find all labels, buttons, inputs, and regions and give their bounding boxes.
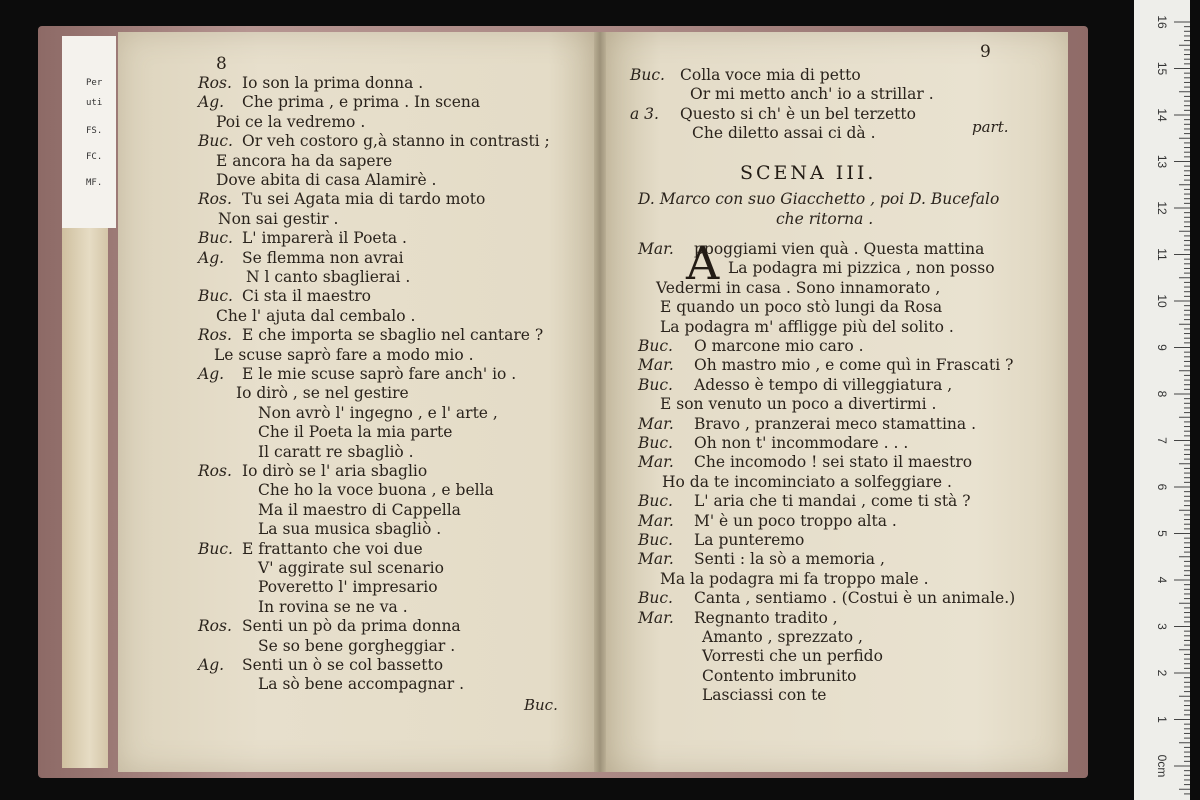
verse-text: Poi ce la vedremo . bbox=[216, 112, 366, 131]
verse-text: Che il Poeta la mia parte bbox=[258, 423, 453, 442]
verse-line bbox=[216, 152, 392, 171]
ruler-label: 10 bbox=[1155, 294, 1169, 308]
speaker-label: Ros. bbox=[198, 462, 232, 480]
verse-text: Che incomodo ! sei stato il maestro bbox=[694, 453, 973, 472]
verse-text: Contento imbrunito bbox=[702, 666, 857, 685]
page-number-left: 8 bbox=[216, 54, 227, 74]
verse-line bbox=[216, 307, 415, 326]
verse-text: La podagra mi pizzica , non posso bbox=[728, 259, 995, 278]
verse-line bbox=[236, 384, 409, 403]
speaker-label: Mar. bbox=[638, 240, 674, 258]
verse-text: Io son la prima donna . bbox=[242, 74, 424, 92]
verse-line bbox=[198, 74, 423, 93]
verse-line bbox=[198, 93, 480, 112]
verse-text: Colla voce mia di petto bbox=[680, 66, 861, 84]
speaker-label: Buc. bbox=[198, 229, 233, 248]
verse-text: Vorresti che un perfido bbox=[702, 647, 883, 666]
verse-line bbox=[638, 550, 885, 569]
verse-line bbox=[246, 268, 410, 287]
verse-line bbox=[198, 249, 404, 268]
scene-title: SCENA III. bbox=[740, 162, 877, 184]
verse-text: Ho da te incominciato a solfeggiare . bbox=[662, 472, 952, 491]
ruler-label: 5 bbox=[1155, 530, 1169, 537]
ruler-label: 6 bbox=[1155, 483, 1169, 491]
verse-line bbox=[638, 492, 971, 511]
speaker-label: Mar. bbox=[638, 356, 674, 375]
catchword: Buc. bbox=[524, 696, 558, 714]
verse-line bbox=[660, 298, 942, 317]
speaker-label: Ros. bbox=[198, 617, 232, 636]
verse-text: V' aggirate sul scenario bbox=[258, 559, 444, 577]
verse-text: Oh mastro mio , e come quì in Frascati ? bbox=[694, 356, 1014, 375]
verse-text: Che l' ajuta dal cembalo . bbox=[216, 306, 416, 325]
speaker-label: Buc. bbox=[198, 539, 233, 558]
verse-text: Non avrò l' ingegno , e l' arte , bbox=[258, 403, 498, 422]
verse-line bbox=[258, 578, 438, 597]
verse-line bbox=[638, 512, 897, 531]
speaker-label: Mar. bbox=[638, 550, 674, 569]
verse-text: Oh non t' incommodare . . . bbox=[694, 434, 909, 452]
verse-text: Or mi metto anch' io a strillar . bbox=[690, 85, 934, 104]
verse-text: Amanto , sprezzato , bbox=[702, 628, 863, 646]
ruler-label: 0cm bbox=[1155, 754, 1169, 778]
scene-description-line: D. Marco con suo Giacchetto , poi D. Bucefalo bbox=[638, 190, 1000, 208]
verse-line bbox=[660, 318, 954, 337]
verse-text: Che diletto assai ci dà . bbox=[692, 124, 876, 143]
verse-text: La sò bene accompagnar . bbox=[258, 675, 465, 694]
verse-text: Lasciassi con te bbox=[702, 686, 827, 705]
verse-text: Regnanto tradito , bbox=[694, 608, 838, 627]
verse-line bbox=[702, 647, 883, 666]
speaker-label: Buc. bbox=[638, 375, 673, 394]
verse-line bbox=[198, 365, 516, 384]
verse-text: E ancora ha da sapere bbox=[216, 151, 393, 170]
verse-line bbox=[728, 259, 995, 278]
verse-text: Io dirò , se nel gestire bbox=[236, 384, 409, 403]
verse-line bbox=[630, 66, 861, 85]
ruler-scale bbox=[1134, 0, 1190, 800]
verse-text: E le mie scuse saprò fare anch' io . bbox=[242, 365, 517, 383]
verse-text: Senti un pò da prima donna bbox=[242, 617, 461, 636]
verse-text: M' è un poco troppo alta . bbox=[694, 511, 897, 530]
ruler-label: 9 bbox=[1155, 344, 1169, 351]
verse-line bbox=[216, 113, 365, 132]
book-gutter bbox=[594, 32, 606, 772]
measuring-ruler bbox=[1134, 0, 1190, 800]
verse-text: Or veh costoro g,à stanno in contrasti ; bbox=[242, 132, 550, 151]
verse-text: E son venuto un poco a divertirmi . bbox=[660, 395, 937, 414]
slip-line: FC. bbox=[86, 152, 103, 162]
verse-line bbox=[198, 190, 485, 209]
verse-line bbox=[258, 598, 408, 617]
verse-text: La podagra m' affligge più del solito . bbox=[660, 317, 954, 336]
verse-text: E quando un poco stò lungi da Rosa bbox=[660, 298, 943, 317]
slip-line: FS. bbox=[86, 126, 103, 136]
slip-line: Per bbox=[86, 78, 103, 88]
verse-line bbox=[638, 531, 804, 550]
verse-text: Senti : la sò a memoria , bbox=[694, 550, 885, 569]
verse-line bbox=[258, 637, 455, 656]
speaker-label: Buc. bbox=[630, 66, 665, 84]
verse-line bbox=[214, 346, 474, 365]
speaker-label: a 3. bbox=[630, 104, 659, 123]
speaker-label: Ros. bbox=[198, 190, 232, 209]
ruler-label: 8 bbox=[1155, 390, 1169, 398]
speaker-label: Ag. bbox=[198, 365, 225, 383]
ruler-label: 7 bbox=[1155, 437, 1169, 444]
verse-text: Vedermi in casa . Sono innamorato , bbox=[656, 278, 941, 297]
speaker-label: Mar. bbox=[638, 414, 674, 433]
verse-line bbox=[702, 686, 826, 705]
verse-line bbox=[198, 617, 461, 636]
verse-text: Io dirò se l' aria sbaglio bbox=[242, 462, 428, 480]
scene-description-line: che ritorna . bbox=[776, 210, 874, 228]
verse-line bbox=[638, 415, 976, 434]
verse-text: La sua musica sbagliò . bbox=[258, 520, 442, 539]
verse-line bbox=[638, 356, 1013, 375]
verse-line bbox=[258, 404, 498, 423]
speaker-label: Ag. bbox=[198, 248, 225, 267]
verse-line bbox=[198, 462, 427, 481]
page-number-right: 9 bbox=[980, 42, 991, 62]
verse-line bbox=[258, 501, 461, 520]
speaker-label: Buc. bbox=[638, 337, 673, 355]
verse-line bbox=[638, 609, 838, 628]
speaker-label: Buc. bbox=[198, 132, 233, 151]
verse-text: O marcone mio caro . bbox=[694, 337, 864, 355]
verse-text: Che prima , e prima . In scena bbox=[242, 93, 481, 112]
verse-line bbox=[198, 326, 543, 345]
verse-line bbox=[630, 105, 916, 124]
verse-text: Ci sta il maestro bbox=[242, 287, 371, 306]
ruler-label: 14 bbox=[1155, 108, 1169, 122]
verse-text: Tu sei Agata mia di tardo moto bbox=[242, 190, 486, 209]
ruler-label: 1 bbox=[1155, 716, 1169, 723]
verse-text: In rovina se ne va . bbox=[258, 597, 408, 616]
slip-line: MF. bbox=[86, 178, 103, 188]
verse-line bbox=[216, 171, 436, 190]
verse-line bbox=[638, 589, 1015, 608]
verse-text: Senti un ò se col bassetto bbox=[242, 656, 444, 674]
verse-text: L' aria che ti mandai , come ti stà ? bbox=[694, 492, 971, 511]
verse-text: Dove abita di casa Alamirè . bbox=[216, 171, 437, 189]
verse-text: N l canto sbaglierai . bbox=[246, 268, 411, 286]
ruler-label: 4 bbox=[1155, 576, 1169, 584]
verse-text: Non sai gestir . bbox=[218, 209, 339, 228]
verse-line bbox=[662, 473, 952, 492]
verse-line bbox=[690, 85, 934, 104]
speaker-label: Buc. bbox=[638, 531, 673, 549]
verse-text: L' imparerà il Poeta . bbox=[242, 229, 407, 248]
verse-text: ppoggiami vien quà . Questa mattina bbox=[694, 240, 985, 258]
verse-line bbox=[218, 210, 338, 229]
ruler-label: 11 bbox=[1155, 248, 1169, 261]
speaker-label: Ros. bbox=[198, 74, 232, 92]
speaker-label: Mar. bbox=[638, 453, 674, 472]
speaker-label: Buc. bbox=[638, 434, 673, 452]
verse-text: Adesso è tempo di villeggiatura , bbox=[694, 375, 953, 394]
verse-line bbox=[692, 124, 876, 143]
verse-line bbox=[198, 287, 371, 306]
verse-text: Se flemma non avrai bbox=[242, 248, 404, 267]
ruler-label: 16 bbox=[1155, 15, 1169, 29]
verse-line bbox=[638, 337, 864, 356]
verse-text: La punteremo bbox=[694, 531, 805, 549]
ruler-label: 3 bbox=[1155, 623, 1169, 630]
verse-line bbox=[702, 628, 863, 647]
verse-text: E frattanto che voi due bbox=[242, 539, 423, 558]
verse-text: Le scuse saprò fare a modo mio . bbox=[214, 345, 474, 364]
verse-line bbox=[258, 481, 494, 500]
verse-text: E che importa se sbaglio nel cantare ? bbox=[242, 326, 544, 345]
ruler-label: 15 bbox=[1155, 61, 1169, 76]
verse-line bbox=[198, 656, 443, 675]
speaker-label: Mar. bbox=[638, 511, 674, 530]
slip-edge bbox=[62, 228, 108, 768]
verse-line bbox=[638, 453, 972, 472]
speaker-label: Ag. bbox=[198, 93, 225, 112]
verse-text: Ma la podagra mi fa troppo male . bbox=[660, 569, 929, 588]
verse-text: Questo si ch' è un bel terzetto bbox=[680, 104, 916, 123]
left-page bbox=[118, 32, 596, 772]
speaker-label: Buc. bbox=[638, 589, 673, 608]
catalog-slip bbox=[62, 36, 116, 228]
right-page bbox=[604, 32, 1068, 772]
verse-text: Il caratt re sbagliò . bbox=[258, 442, 414, 461]
verse-text: Che ho la voce buona , e bella bbox=[258, 481, 494, 500]
ruler-label: 2 bbox=[1155, 669, 1169, 677]
verse-text: Poveretto l' impresario bbox=[258, 578, 438, 597]
ruler-label: 12 bbox=[1155, 201, 1169, 215]
verse-line bbox=[198, 132, 550, 151]
verse-line bbox=[258, 559, 444, 578]
verse-line bbox=[702, 667, 857, 686]
ruler-label: 13 bbox=[1155, 154, 1169, 169]
speaker-label: Buc. bbox=[638, 492, 673, 511]
verse-text: Se so bene gorgheggiar . bbox=[258, 636, 456, 655]
verse-line bbox=[660, 395, 936, 414]
verse-line bbox=[638, 434, 908, 453]
verse-line bbox=[258, 675, 464, 694]
drop-cap: A bbox=[686, 236, 720, 290]
verse-line bbox=[660, 570, 929, 589]
verse-text: Canta , sentiamo . (Costui è un animale.) bbox=[694, 589, 1016, 608]
part-label: part. bbox=[972, 118, 1009, 136]
verse-line bbox=[258, 443, 414, 462]
verse-line bbox=[198, 229, 407, 248]
verse-line bbox=[198, 540, 423, 559]
verse-line bbox=[258, 520, 441, 539]
verse-text: Bravo , pranzerai meco stamattina . bbox=[694, 414, 977, 433]
speaker-label: Buc. bbox=[198, 287, 233, 306]
verse-text: Ma il maestro di Cappella bbox=[258, 500, 461, 519]
speaker-label: Mar. bbox=[638, 608, 674, 627]
speaker-label: Ag. bbox=[198, 656, 225, 674]
verse-line bbox=[638, 376, 952, 395]
verse-line bbox=[258, 423, 452, 442]
slip-line: uti bbox=[86, 98, 103, 108]
speaker-label: Ros. bbox=[198, 326, 232, 345]
